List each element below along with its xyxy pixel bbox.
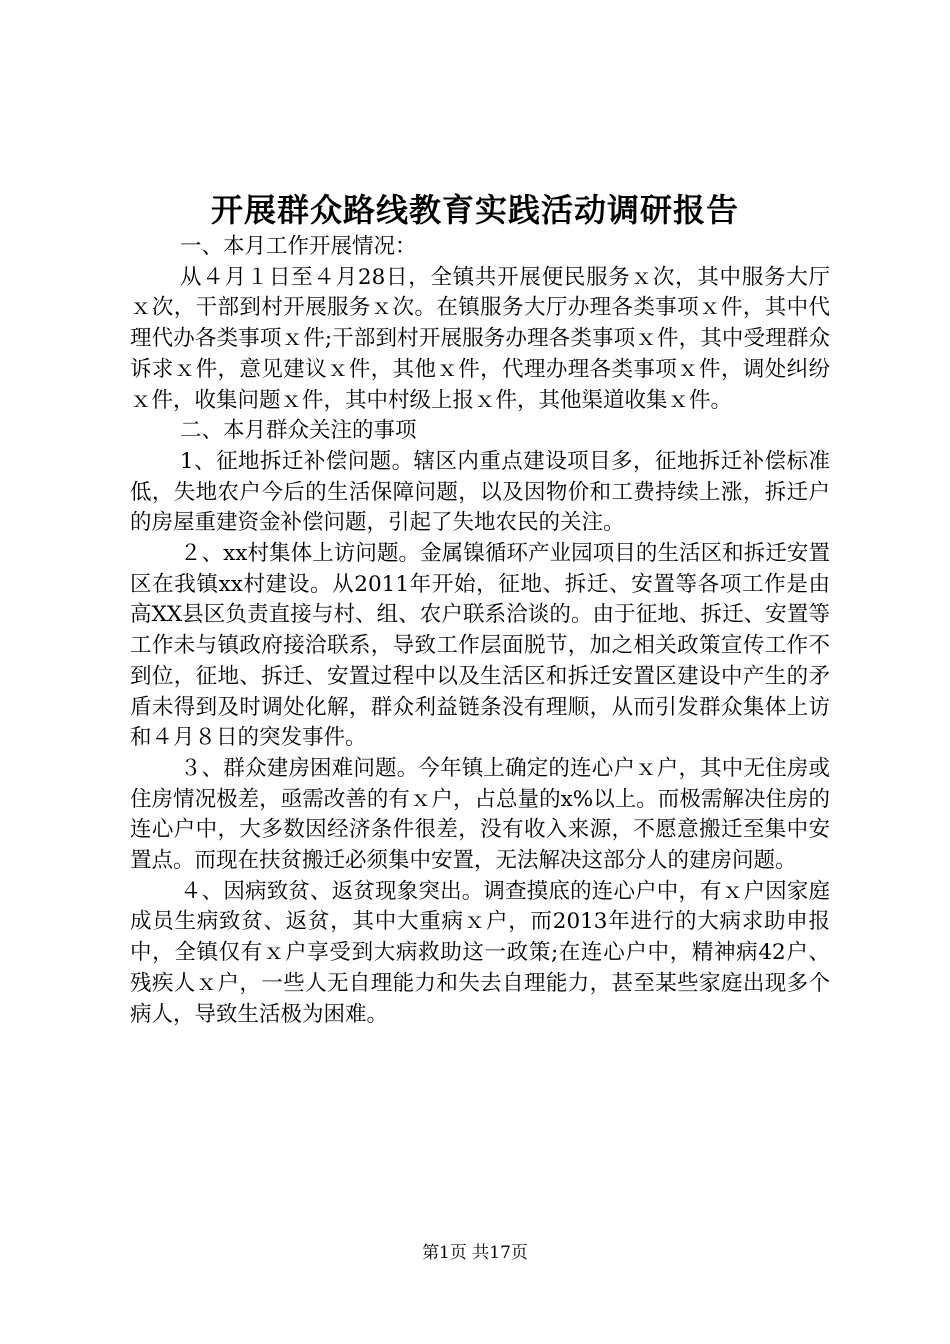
paragraph-work-overview: 从４月１日至４月28日，全镇共开展便民服务ｘ次，其中服务大厅ｘ次，干部到村开展服务ｘ次。在镇服务大厅办理各类事项ｘ件，其中代理代办各类事项ｘ件;干部到村开展服务办理各类事项ｘ件，其中受理群众诉求ｘ件，意见建议ｘ件，其他ｘ件，代理办理各类事项ｘ件，调处纠纷ｘ件，收集问题ｘ件，其中村级上报ｘ件，其他渠道收集ｘ件。 [130,264,830,413]
paragraph-item-4: ４、因病致贫、返贫现象突出。调查摸底的连心户中，有ｘ户因家庭成员生病致贫、返贫，其中大重病ｘ户，而2013年进行的大病求助申报中，全镇仅有ｘ户享受到大病救助这一政策;在连心户中，精神病42户、残疾人ｘ户，一些人无自理能力和失去自理能力，甚至某些家庭出现多个病人，导致生活极为困难。 [130,878,830,1027]
section-heading-2: 二、本月群众关注的事项 [180,418,417,444]
document-body [130,232,830,1030]
section-heading-1: 一、本月工作开展情况： [180,234,417,259]
paragraph-item-3: ３、群众建房困难问题。今年镇上确定的连心户ｘ户，其中无住房或住房情况极差，亟需改善的有ｘ户，占总量的x%以上。而极需解决住房的连心户中，大多数因经济条件很差，没有收入来源，不愿意搬迁至集中安置点。而现在扶贫搬迁必须集中安置，无法解决这部分人的建房问题。 [130,755,830,874]
document-title: 开展群众路线教育实践活动调研报告 [210,191,739,229]
paragraph-item-1: 1、征地拆迁补偿问题。辖区内重点建设项目多，征地拆迁补偿标准低，失地农户今后的生活保障问题，以及因物价和工费持续上涨，拆迁户的房屋重建资金补偿问题，引起了失地农民的关注。 [130,448,830,536]
page-footer: 第1页 共17页 [422,1243,528,1263]
paragraph-item-2: ２、xx村集体上访问题。金属镍循环产业园项目的生活区和拆迁安置区在我镇xx村建设。从2011年开始，征地、拆迁、安置等各项工作是由高XX县区负责直接与村、组、农户联系洽谈的。由于征地、拆迁、安置等工作未与镇政府接洽联系，导致工作层面脱节，加之相关政策宣传工作不到位，征地、拆迁、安置过程中以及生活区和拆迁安置区建设中产生的矛盾未得到及时调处化解，群众利益链条没有理顺，从而引发群众集体上访和４月８日的突发事件。 [130,541,830,751]
